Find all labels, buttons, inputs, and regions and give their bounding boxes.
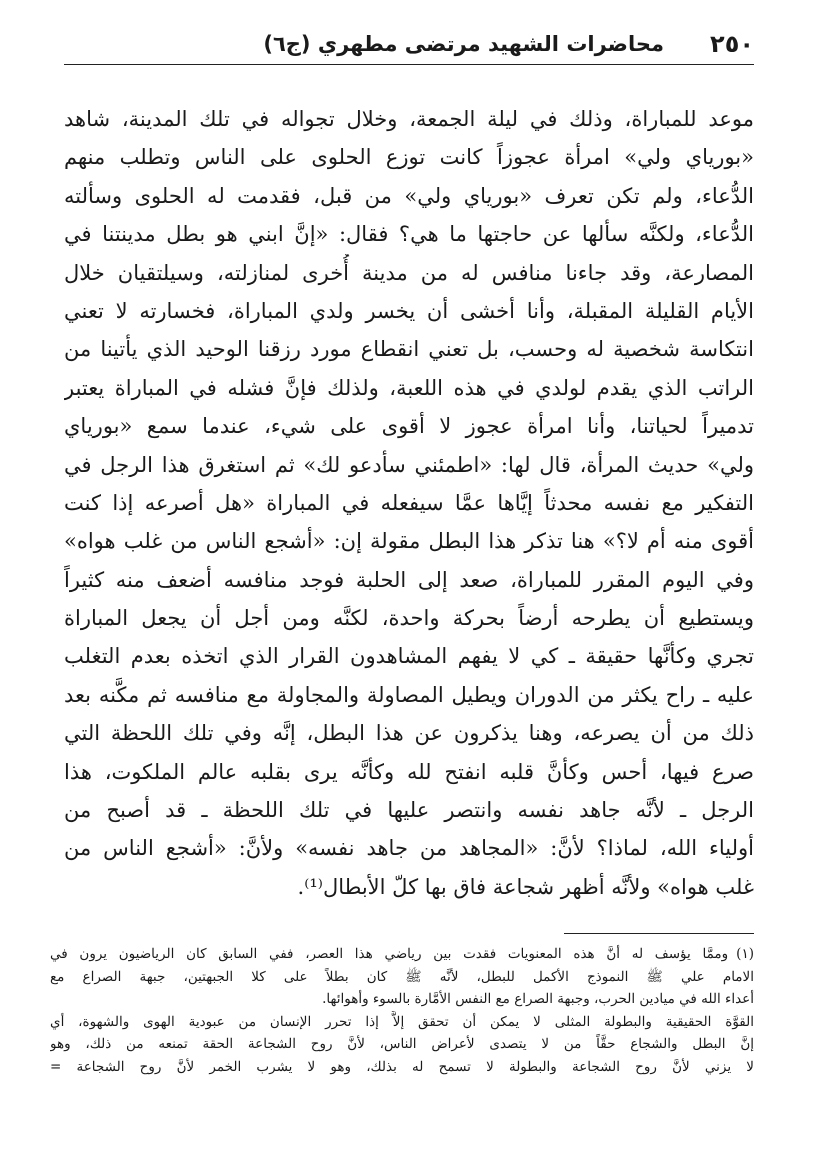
text-line: انتكاسة شخصية له وحسب، بل تعني انقطاع مورد رزقنا الوحيد الذي يأتينا من	[64, 337, 754, 362]
footnote-line: إنَّ البطل والشجاع حقَّاً من لا يتصدى لأعراض الناس، لأنَّ روح الشجاعة الحقة تمنعه من ذلك، وهو	[50, 1036, 754, 1053]
footnote-block	[50, 943, 754, 1079]
footnote-line	[50, 943, 754, 966]
text-line: الدُّعاء، ولكنَّه سألها عن حاجتها ما هي؟ فقال: «إنَّ ابني هو بطل مدينتنا في	[64, 222, 754, 247]
text-line: أقوى منه أم لا؟» هنا تذكر هذا البطل مقولة إن: «أشجع الناس من غلب هواه»	[64, 529, 754, 554]
footnote-text: وممَّا يؤسف له أنَّ هذه المعنويات فقدت بين رياضي هذا العصر، ففي السابق كان الرياضيون يرون في	[50, 946, 729, 962]
text-line: الأيام القليلة المقبلة، وأنا أخشى أن يخسر ولدي المباراة، فخسارته لا تعني	[64, 298, 754, 323]
footnote-marker: (١)	[736, 946, 754, 962]
text-line: المصارعة، وقد جاءنا منافس له من مدينة أُخرى لمنازلته، وسيلتقيان خلال	[64, 260, 754, 285]
text-line: صرع فيها، أحس وكأنَّ قلبه انفتح لله وكأنَّه يرى بقلبه عالم الملكوت، هذا	[64, 759, 754, 784]
footnote-line: أعداء الله في ميادين الحرب، وجبهة الصراع مع النفس الأمَّارة بالسوء وأهوائها.	[322, 991, 754, 1008]
text-line: غلب هواه» ولأنَّه أظهر شجاعة فاق بها كلّ الأبطال⁽¹⁾.	[297, 874, 754, 899]
page-header	[64, 30, 754, 65]
text-line: التفكير مع نفسه محدثاً إيَّاها عمَّا سيفعله في المباراة «هل أصرعه إذا كنت	[64, 490, 754, 515]
text-line: الدُّعاء، ولم تكن تعرف «بورياي ولي» من قبل، فقدمت له الحلوى وسألته	[64, 183, 754, 208]
text-line: ولي» حديث المرأة، قال لها: «اطمئني سأدعو لك» ثم استغرق هذا الرجل في	[64, 452, 754, 477]
main-text	[64, 100, 754, 906]
text-line: عليه ـ راح يكثر من الدوران ويطيل المصاولة والمجاولة مع منافسه ثم مكَّنه بعد	[64, 682, 754, 707]
page-number: ٢٥٠	[710, 30, 754, 58]
text-line: الرجل ـ لأنَّه جاهد نفسه وانتصر عليها في تلك اللحظة ـ قد أصبح من	[64, 798, 754, 823]
text-line: تجري وكأنَّها حقيقة ـ كي لا يفهم المشاهدون القرار الذي اتخذه بعدم التغلب	[64, 644, 754, 669]
running-title: محاضرات الشهيد مرتضى مطهري (ج٦)	[263, 32, 664, 56]
footnote-line: القوَّة الحقيقية والبطولة المثلى لا يمكن أن تحقق إلاَّ إذا تحرر الإنسان من عبودية الهوى والشهوة، أي	[50, 1013, 754, 1030]
text-line: تدميراً لحياتنا، وأنا امرأة عجوز لا أقوى على شيء، عندما سمع «بورياي	[64, 414, 754, 439]
text-line: الراتب الذي يقدم لولدي في هذه اللعبة، ولذلك فإنَّ فشله في المباراة يعتبر	[64, 375, 754, 400]
footnote-line: لا يزني لأنَّ روح الشجاعة والبطولة لا تسمح له بذلك، وهو لا يشرب الخمر لأنَّ روح الشجاعة =	[50, 1058, 754, 1075]
footnote-line: الامام علي ﷺ النموذج الأكمل للبطل، لأنَّه ﷺ كان بطلاً على كلا الجبهتين، جبهة الصراع مع	[50, 968, 754, 985]
text-line: ذلك من أن يصرعه، وهنا يذكرون عن هذا البطل، إنَّه وفي تلك اللحظة التي	[64, 721, 754, 746]
text-line: وفي اليوم المقرر للمباراة، صعد إلى الحلبة فوجد منافسه أضعف منه كثيراً	[64, 567, 754, 592]
text-line: أولياء الله، لماذا؟ لأنَّ: «المجاهد من جاهد نفسه» ولأنَّ: «أشجع الناس من	[64, 836, 754, 861]
text-line: موعد للمباراة، وذلك في ليلة الجمعة، وخلال تجواله في تلك المدينة، شاهد	[64, 107, 754, 131]
text-line: «بورياي ولي» امرأة عجوزاً كانت توزع الحلوى على الناس وتطلب منهم	[64, 145, 754, 170]
text-line: ويستطيع أن يطرحه أرضاً بحركة واحدة، لكنَّه ومن أجل أن يجعل المباراة	[64, 606, 754, 631]
footnote-separator	[564, 933, 754, 934]
